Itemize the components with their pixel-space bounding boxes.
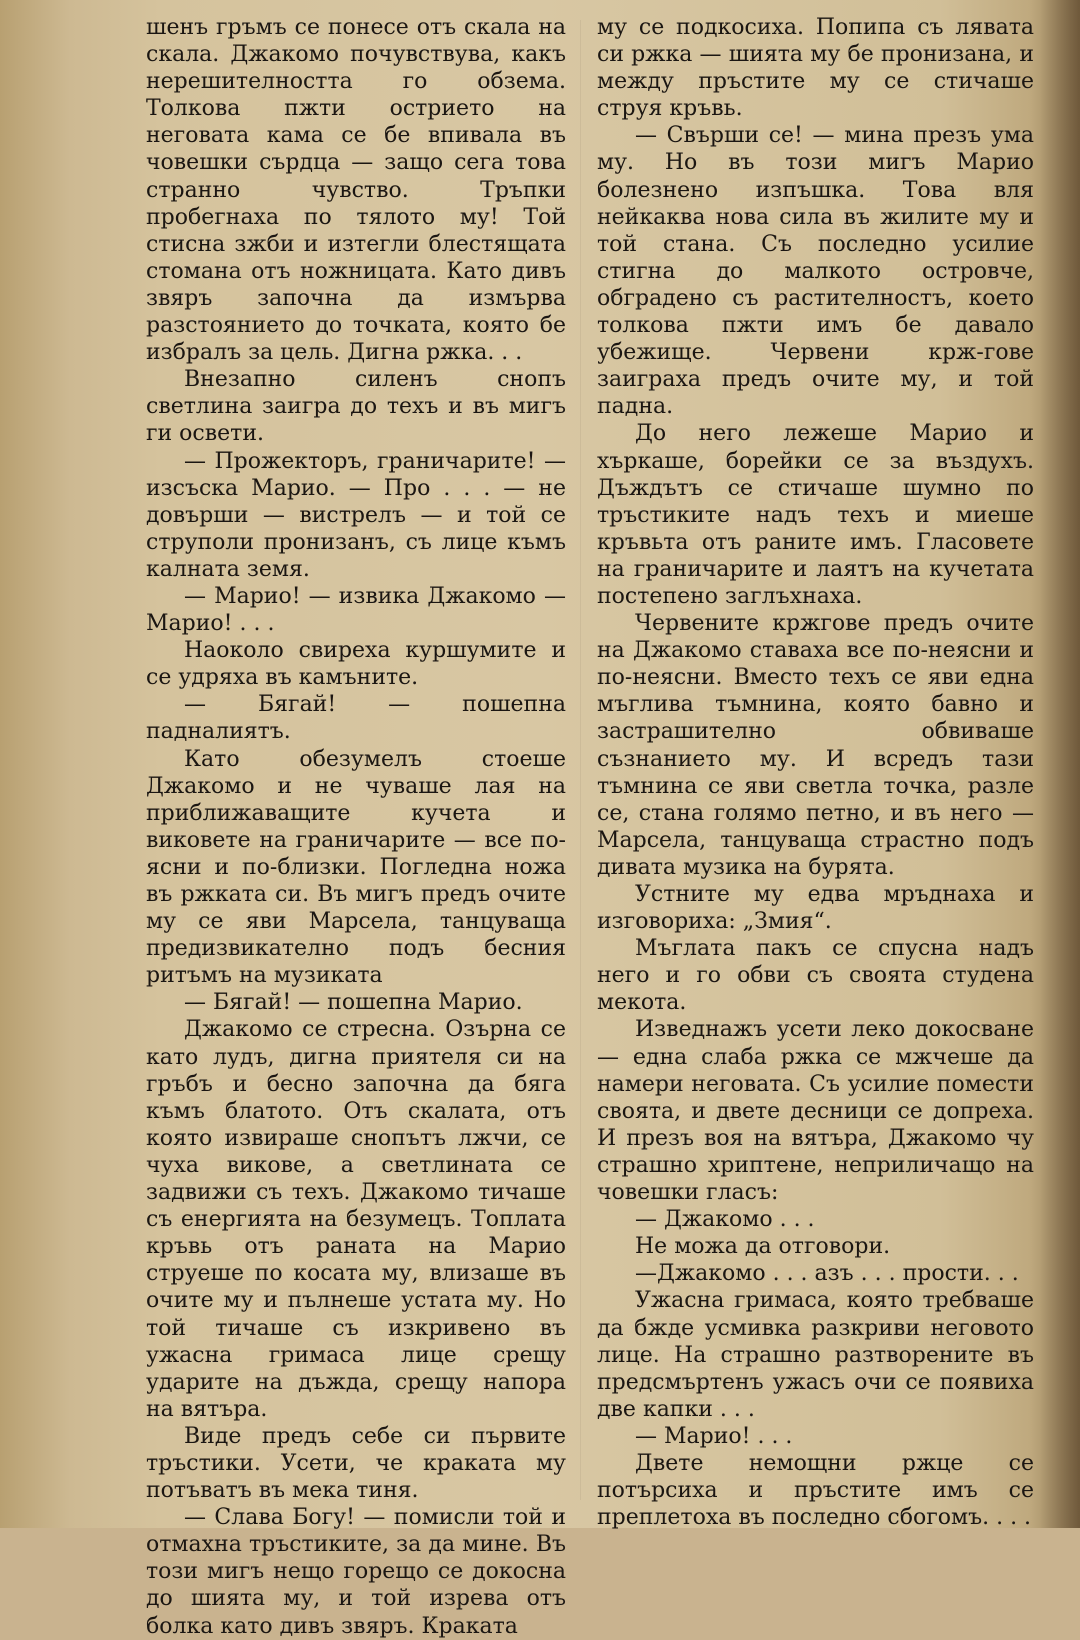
paragraph: — Слава Богу! — помисли той и отмахна тръстиките, за да мине. Въ този мигъ нещо горещо се докосна до шията му, и той изрева отъ болка като дивъ звяръ. Краката — [146, 1505, 566, 1639]
paragraph: — Марио! . . . — [635, 1423, 793, 1449]
paragraph: Не можа да отговори. — [635, 1234, 891, 1260]
paragraph: Джакомо се стресна. Озърна се като лудъ, дигна приятеля си на гръбъ и бесно започна да бяга къмъ блатото. Отъ скалата, отъ която извираше снопътъ лжчи, се чуха викове, а светлината се задвижи съ техъ. Джакомо тичаше съ енергията на безумецъ. Топлата кръвь отъ раната на Марио струеше по косата му, влизаше въ очите му и пълнеше устата му. Но той тичаше съ изкривено въ ужасна гримаса лице срещу ударите на дъжда, срещу напора на вятъра. — [146, 1017, 566, 1422]
paragraph: Виде предъ себе си първите тръстики. Усети, че краката му потъватъ въ мека тиня. — [146, 1423, 566, 1504]
paragraph: — Джакомо . . . — [635, 1207, 815, 1233]
paragraph: — Прожекторъ, граничарите! — изсъска Марио. — Про . . . — не довърши — вистрелъ — и той се струполи пронизанъ, съ лице къмъ калната земя. — [146, 448, 566, 582]
paragraph: шенъ гръмъ се понесе отъ скала на скала. Джакомо почувствува, какъ нерешителността го обзема. Толкова пжти острието на неговата кама се бе впивала въ човешки сърдца — защо сега това странно чувство. Тръпки пробегнаха по тялото му! Той стисна зжби и изтегли блестящата стомана отъ ножницата. Като дивъ звяръ започна да измърва разстоянието до точката, която бе избралъ за цель. Дигна ржка. . . — [146, 15, 566, 366]
right-text-column — [597, 14, 1034, 1531]
paragraph: Като обезумелъ стоеше Джакомо и не чуваше лая на приближаващите кучета и виковете на граничарите — все по-ясни и по-близки. Погледна ножа въ ржката си. Въ мигъ предъ очите му се яви Марсела, танцуваща предизвикателно подъ бесния ритъмъ на музиката — [146, 746, 566, 989]
paragraph: —Джакомо . . . азъ . . . прости. . . — [635, 1261, 1019, 1287]
paragraph: — Бягай! — пошепна Марио. — [184, 990, 523, 1016]
paragraph: — Бягай! — пошепна падналиятъ. — [146, 692, 566, 745]
paragraph: До него лежеше Марио и хъркаше, борейки се за въздухъ. Дъждътъ се стичаше шумно по тръстиките надъ техъ и миеше кръвьта отъ раните имъ. Гласовете на граничарите и лаятъ на кучетата постепено заглъхнаха. — [597, 421, 1034, 609]
paragraph: Изведнажъ усети леко докосване — една слаба ржка се мжчеше да намери неговата. Съ усилие помести своята, и двете десници се допреха. И презъ воя на вятъра, Джакомо чу страшно хриптене, неприличащо на човешки гласъ: — [597, 1017, 1034, 1206]
paragraph: Внезапно силенъ снопъ светлина заигра до техъ и въ мигъ ги освети. — [146, 367, 566, 447]
paragraph: Мъглата пакъ се спусна надъ него и го обви съ своята студена мекота. — [597, 936, 1034, 1016]
left-text-column — [146, 14, 566, 1640]
paragraph: Двете немощни ржце се потърсиха и пръстите имъ се преплетоха въ последно сбогомъ. . . . — [597, 1450, 1034, 1531]
paragraph: — Марио! — извика Джакомо — Марио! . . . — [146, 583, 566, 637]
paragraph: Ужасна гримаса, която требваше да бжде усмивка разкриви неговото лице. На страшно разтворените въ предсмъртенъ ужасъ очи се появиха две капки . . . — [597, 1288, 1034, 1422]
paragraph: Устните му едва мръднаха и изговориха: „Змия“. — [597, 882, 1034, 935]
paragraph: — Свърши се! — мина презъ ума му. Но въ този мигъ Марио болезнено изпъшка. Това вля нейкаква нова сила въ жилите му и той стана. Съ последно усилие стигна до малкото островче, обградено съ растителностъ, което толкова пжти имъ бе давало убежище. Червени крж-гове заиграха предъ очите му, и той падна. — [597, 123, 1034, 420]
paragraph: Наоколо свиреха куршумите и се удряха въ камъните. — [146, 638, 566, 691]
paragraph: Червените кржгове предъ очите на Джакомо ставаха все по-неясни и по-неясни. Вместо техъ се яви една мъглива тъмнина, която бавно и застрашително обвиваше съзнанието му. И всредъ тази тъмнина се яви светла точка, разле се, стана голямо петно, и въ него — Марсела, танцуваща страстно подъ дивата музика на бурята. — [597, 611, 1034, 880]
paragraph: му се подкосиха. Попипа съ лявата си ржка — шията му бе пронизана, и между пръстите му се стичаше струя кръвь. — [597, 15, 1034, 122]
column-gutter — [580, 20, 581, 1500]
